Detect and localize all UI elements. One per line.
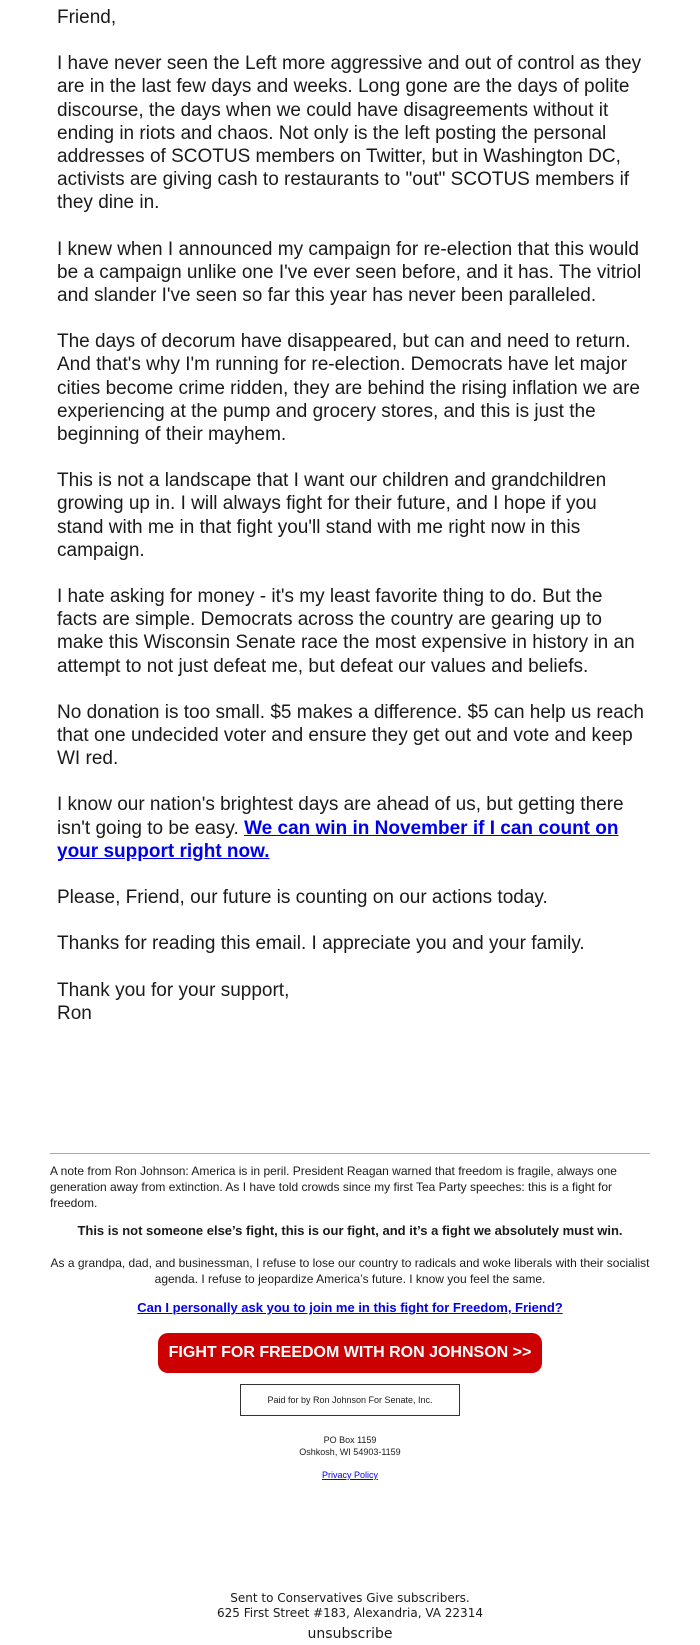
letter-body <box>57 6 647 1048</box>
street-address: 625 First Street #183, Alexandria, VA 22314 <box>217 1606 483 1620</box>
paragraph-4: This is not a landscape that I want our children and grandchildren growing up in. I will always fight for their future, and I hope if you stand with me in that fight you'll stand with me right now in this campaign. <box>57 470 607 561</box>
greeting: Friend, <box>57 7 117 28</box>
privacy-container <box>50 1470 650 1480</box>
po-box: PO Box 1159 <box>323 1435 377 1445</box>
footer-divider <box>50 1153 650 1154</box>
sent-to-line: Sent to Conservatives Give subscribers. <box>230 1591 470 1605</box>
paragraph-3: The days of decorum have disappeared, but can and need to return. And that's why I'm running for re-election. Democrats have let major cities become crime ridden, they are behind the rising inflation we are experiencing at the pump and grocery stores, and this is just the beginning of their mayhem. <box>57 331 640 446</box>
support-link[interactable]: We can win in November if I can count on your support right now. <box>57 817 619 862</box>
paragraph-5: I hate asking for money - it's my least favorite thing to do. But the facts are simple. Democrats across the country are gearing up to make this Wisconsin Senate race the most expensive in history in an attempt to not just defeat me, but defeat our values and beliefs. <box>57 586 635 677</box>
fight-statement: This is not someone else’s fight, this is our fight, and it’s a fight we absolutely must win. <box>77 1223 623 1238</box>
paragraph-7 <box>57 793 647 863</box>
city-state-zip: Oshkosh, WI 54903-1159 <box>299 1447 401 1457</box>
thanks-paragraph: Thanks for reading this email. I appreciate you and your family. <box>57 933 585 955</box>
signoff-line: Thank you for your support, <box>57 979 290 1001</box>
paragraph-1: I have never seen the Left more aggressive and out of control as they are in the last few days and weeks. Long gone are the days of polite discourse, the days when we could have disagreements without it ending in riots and chaos. Not only is the left posting the personal addresses of SCOTUS members on Twitter, but in Washington DC, activists are giving cash to restaurants to "out" SCOTUS members if they dine in. <box>57 53 642 214</box>
paid-for-box: Paid for by Ron Johnson For Senate, Inc. <box>240 1384 460 1416</box>
mailing-address <box>50 1434 650 1458</box>
brightest-days-text: I know our nation's brightest days are ahead of us, but getting there isn't going to be easy. <box>57 794 624 839</box>
signature: Ron <box>57 1002 92 1024</box>
grandpa-statement: As a grandpa, dad, and businessman, I refuse to lose our country to radicals and woke liberals with their socialist agenda. I refuse to jeopardize America’s future. I know you feel the same. <box>50 1256 650 1286</box>
fight-for-freedom-button[interactable]: FIGHT FOR FREEDOM WITH RON JOHNSON >> <box>158 1333 542 1373</box>
signoff <box>57 979 647 1025</box>
please-paragraph: Please, Friend, our future is counting on our actions today. <box>57 887 548 909</box>
sender-info <box>50 1591 650 1621</box>
footer-note: A note from Ron Johnson: America is in peril. President Reagan warned that freedom is fragile, always one generation away from extinction. As I have told crowds since my first Tea Party speeches: this is a fight for freedom. <box>50 1164 617 1210</box>
privacy-policy-link[interactable]: Privacy Policy <box>321 1470 378 1480</box>
paragraph-2: I knew when I announced my campaign for re-election that this would be a campaign unlike one I've ever seen before, and it has. The vitriol and slander I've seen so far this year has never been paralleled. <box>57 238 642 307</box>
unsubscribe-link[interactable]: unsubscribe <box>307 1626 393 1642</box>
join-fight-link[interactable]: Can I personally ask you to join me in this fight for Freedom, Friend? <box>137 1300 563 1315</box>
paragraph-6: No donation is too small. $5 makes a difference. $5 can help us reach that one undecided voter and ensure they get out and vote and keep WI red. <box>57 701 644 770</box>
